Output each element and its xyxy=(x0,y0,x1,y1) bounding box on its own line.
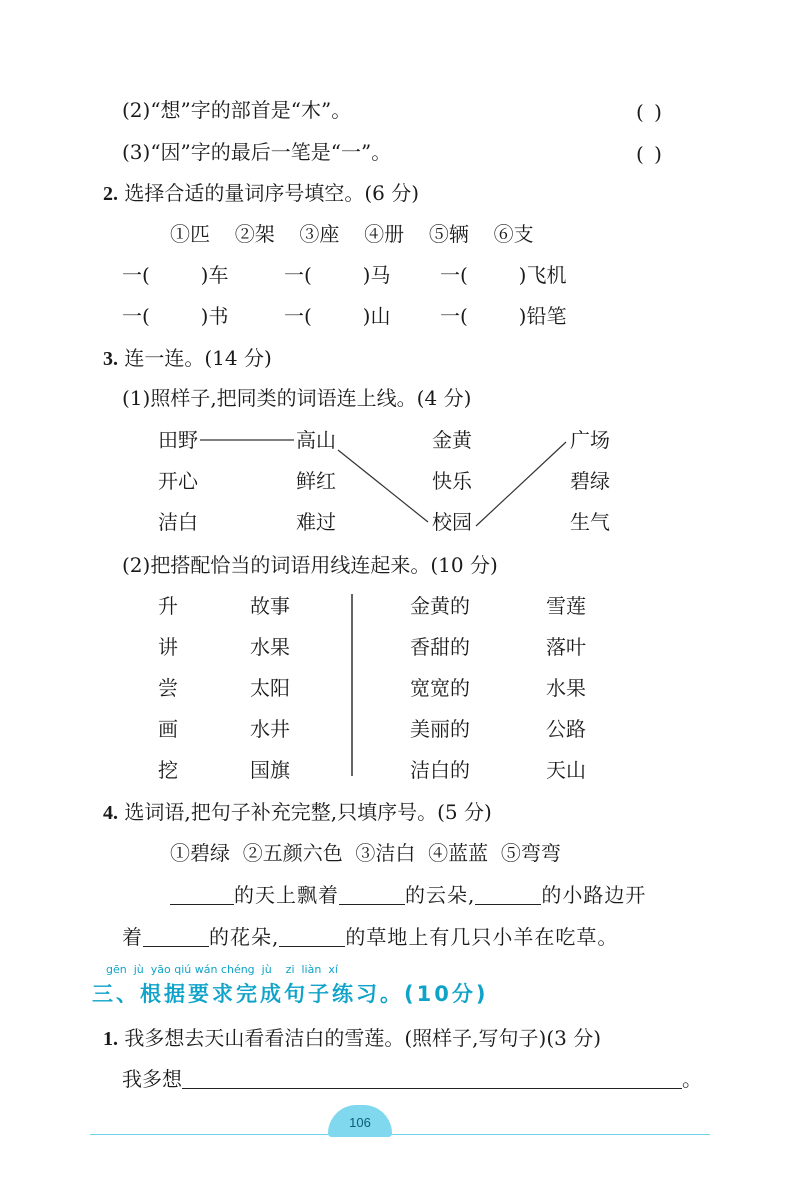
q3-part2-title: (2)把搭配恰当的词语用线连起来。(10 分) xyxy=(122,553,498,577)
verb-item[interactable]: 讲 xyxy=(158,635,178,659)
s3q1-suffix: 。 xyxy=(682,1067,702,1091)
q3-number: 3. xyxy=(103,348,118,370)
q2-blank-pencil[interactable]: 一( )铅笔 xyxy=(440,304,567,328)
q4-text-4: 着 xyxy=(122,925,143,949)
footer-rule xyxy=(90,1134,710,1135)
q2-blank-mountain[interactable]: 一( )山 xyxy=(284,304,391,328)
q4-blank-1[interactable] xyxy=(170,884,234,905)
noun2-item[interactable]: 天山 xyxy=(546,758,586,782)
q3-title: 连一连。(14 分) xyxy=(124,346,272,370)
page-number: 106 xyxy=(328,1105,392,1137)
noun2-item[interactable]: 落叶 xyxy=(546,635,586,659)
verb-item[interactable]: 画 xyxy=(158,717,178,741)
noun-item[interactable]: 水果 xyxy=(250,635,290,659)
adj-item[interactable]: 香甜的 xyxy=(410,635,470,659)
word-nanguo[interactable]: 难过 xyxy=(296,510,336,534)
example-line-gaoshan-xiaoyuan xyxy=(338,450,428,522)
word-bilv[interactable]: 碧绿 xyxy=(570,469,610,493)
q4-sentence-line2 xyxy=(122,926,618,947)
q4-text-6: 的草地上有几只小羊在吃草。 xyxy=(345,925,619,949)
word-shengqi[interactable]: 生气 xyxy=(570,510,610,534)
q2-options: ①匹 ②架 ③座 ④册 ⑤辆 ⑥支 xyxy=(170,222,534,246)
q1-item-2: (2)“想”字的部首是“木”。 xyxy=(122,98,352,122)
section3-title: 三、根据要求完成句子练习。(10分) xyxy=(92,982,489,1006)
q4-blank-5[interactable] xyxy=(279,926,345,947)
verb-item[interactable]: 升 xyxy=(158,594,178,618)
q4-blank-4[interactable] xyxy=(143,926,209,947)
s3q1-number: 1. xyxy=(103,1028,118,1050)
word-guangchang[interactable]: 广场 xyxy=(570,428,610,452)
noun2-item[interactable]: 雪莲 xyxy=(546,594,586,618)
word-jiebai[interactable]: 洁白 xyxy=(158,510,198,534)
q4-sentence-line1 xyxy=(170,884,646,905)
q2-number: 2. xyxy=(103,183,118,205)
s3q1-title: 我多想去天山看看洁白的雪莲。(照样子,写句子)(3 分) xyxy=(124,1026,602,1050)
q4-options: ①碧绿 ②五颜六色 ③洁白 ④蓝蓝 ⑤弯弯 xyxy=(170,841,561,865)
word-kaixin[interactable]: 开心 xyxy=(158,469,198,493)
s3q1-prefix: 我多想 xyxy=(122,1067,182,1091)
q2-title: 选择合适的量词序号填空。(6 分) xyxy=(124,181,420,205)
q4-heading xyxy=(103,802,492,823)
word-tianye[interactable]: 田野 xyxy=(158,428,198,452)
q4-blank-3[interactable] xyxy=(475,884,541,905)
word-xiaoyuan[interactable]: 校园 xyxy=(432,510,472,534)
q4-blank-2[interactable] xyxy=(339,884,405,905)
q2-blank-car[interactable]: 一( )车 xyxy=(122,263,229,287)
q4-number: 4. xyxy=(103,802,118,824)
noun2-item[interactable]: 水果 xyxy=(546,676,586,700)
noun2-item[interactable]: 公路 xyxy=(546,717,586,741)
word-xianhong[interactable]: 鲜红 xyxy=(296,469,336,493)
q4-text-1: 的天上飘着 xyxy=(234,883,339,907)
q3-part1-title: (1)照样子,把同类的词语连上线。(4 分) xyxy=(122,386,472,410)
q2-blank-plane[interactable]: 一( )飞机 xyxy=(440,263,567,287)
s3q1-answer-input[interactable] xyxy=(182,1068,682,1089)
q4-text-5: 的花朵, xyxy=(209,925,280,949)
example-line-guangchang-xiaoyuan xyxy=(476,442,566,526)
adj-item[interactable]: 洁白的 xyxy=(410,758,470,782)
q4-text-3: 的小路边开 xyxy=(541,883,647,907)
word-kuaile[interactable]: 快乐 xyxy=(432,469,472,493)
noun-item[interactable]: 水井 xyxy=(250,717,290,741)
q1-item-2-answer[interactable]: ( ) xyxy=(636,100,664,124)
section3-pinyin: gēn jù yāo qiú wán chéng jù zi liàn xí xyxy=(106,963,338,976)
q1-item-3: (3)“因”字的最后一笔是“一”。 xyxy=(122,140,392,164)
q2-blank-horse[interactable]: 一( )马 xyxy=(284,263,391,287)
q4-title: 选词语,把句子补充完整,只填序号。(5 分) xyxy=(124,800,492,824)
adj-item[interactable]: 宽宽的 xyxy=(410,676,470,700)
verb-item[interactable]: 尝 xyxy=(158,676,178,700)
q2-blank-book[interactable]: 一( )书 xyxy=(122,304,229,328)
noun-item[interactable]: 太阳 xyxy=(250,676,290,700)
s3q1-answer-line xyxy=(122,1068,702,1089)
word-gaoshan[interactable]: 高山 xyxy=(296,428,336,452)
q1-item-3-answer[interactable]: ( ) xyxy=(636,142,664,166)
q4-text-2: 的云朵, xyxy=(405,883,476,907)
adj-item[interactable]: 美丽的 xyxy=(410,717,470,741)
noun-item[interactable]: 故事 xyxy=(250,594,290,618)
s3q1-heading xyxy=(103,1028,601,1049)
adj-item[interactable]: 金黄的 xyxy=(410,594,470,618)
verb-item[interactable]: 挖 xyxy=(158,758,178,782)
noun-item[interactable]: 国旗 xyxy=(250,758,290,782)
word-jinhuang[interactable]: 金黄 xyxy=(432,428,472,452)
